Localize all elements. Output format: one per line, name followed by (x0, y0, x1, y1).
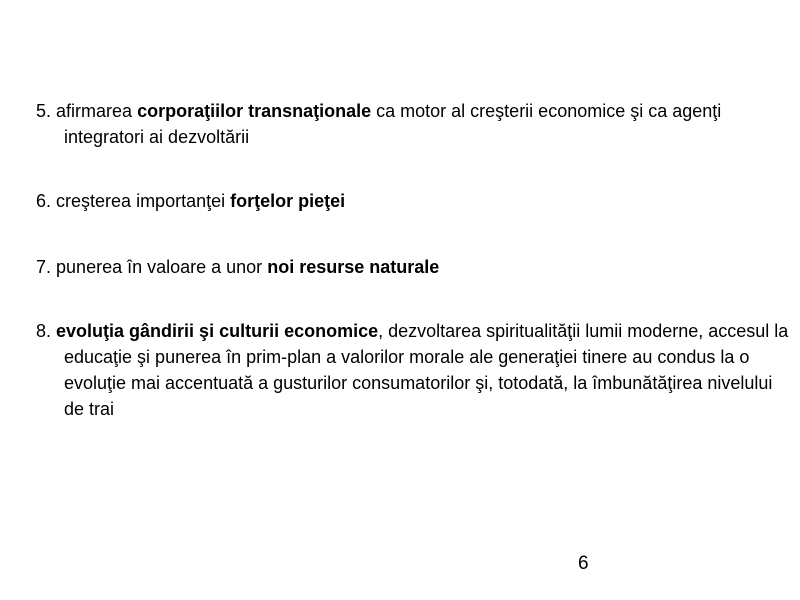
item-number: 5. (36, 101, 52, 121)
item-text-before: creşterea importanţei (56, 191, 226, 211)
item-text-bold: noi resurse naturale (267, 257, 440, 277)
list-item-5 (36, 98, 794, 150)
page-number: 6 (578, 553, 589, 574)
item-number: 7. (36, 257, 52, 277)
item-text-after: , dezvoltarea spiritualităţii lumii moderne, accesul la educaţie şi punerea în prim-plan a valorilor morale ale generaţiei tinere au condus la o evoluţie mai accentuată a gusturilor consumatorilor şi, totodată, la îmbunătăţirea nivelului de trai (64, 321, 789, 419)
item-text-before: afirmarea (56, 101, 133, 121)
list-item-7 (36, 254, 794, 280)
list-item-8 (36, 318, 794, 422)
item-text-bold: corporaţiilor transnaţionale (137, 101, 372, 121)
item-text-bold: forţelor pieţei (230, 191, 346, 211)
item-number: 6. (36, 191, 52, 211)
item-number: 8. (36, 321, 52, 341)
item-text-before: punerea în valoare a unor (56, 257, 263, 277)
list-item-6 (36, 188, 794, 214)
item-text-bold: evoluţia gândirii şi culturii economice (56, 321, 379, 341)
item-text-after: ca motor al creşterii economice şi ca agenţi integratori ai dezvoltării (64, 101, 722, 147)
